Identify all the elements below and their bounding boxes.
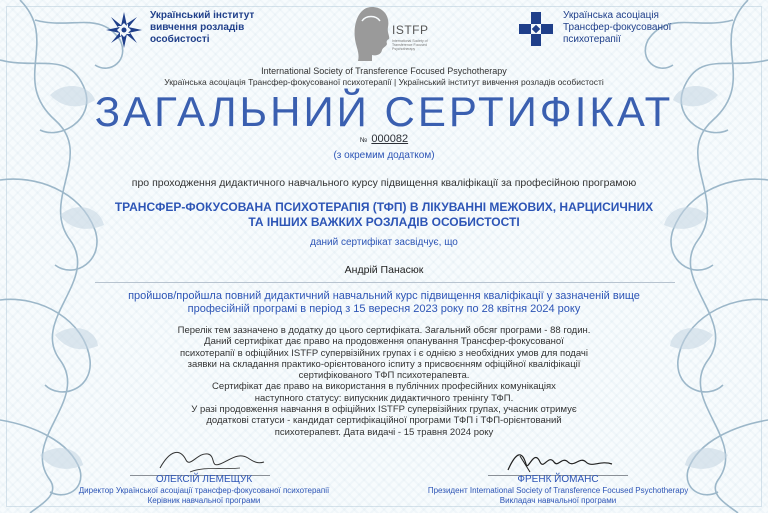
details-paragraph: Перелік тем зазначено в додатку до цього сертифіката. Загальний обсяг програми - 88 годин. Даний сертифікат дає право на продовження опанування Трансфер-фокусованої психотерапії в офіційних ISTFP супервізійних групах і є однією з необхідних умов для подачі заявки на складання практико-орієнтованого іспиту з присвоєнням офіційної кваліфікації сертифікованого ТФП психотерапевта. Сертифікат дає право на використання в публічних професійних комунікаціях наступного статусу: випускник дидактичного тренінгу ТФП. У разі продовження навчання в офіційних ISTFP супервізійних групах, учасник отримує додаткові статуси - кандидат сертифікаційної програми ТФП і ТФП-орієнтований психотерапевт. Дата видачі - 15 травня 2024 року <box>177 325 591 438</box>
addendum-note: (з окремим додатком) <box>333 150 435 161</box>
certificate-title: ЗАГАЛЬНИЙ СЕРТИФІКАТ <box>94 88 674 135</box>
signatory-left-name: ОЛЕКСІЙ ЛЕМЕЩУК <box>155 474 253 485</box>
purpose-line: про проходження дидактичного навчального курсу підвищення кваліфікації за професійною програмою <box>131 177 637 189</box>
association-line: Українська асоціація Трансфер-фокусованої психотерапії | Український інститут вивчення розладів особистості <box>164 77 604 87</box>
signatory-left-role: Директор Української асоціації трансфер-фокусованої психотерапії Керівник навчальної програми <box>78 486 330 505</box>
recipient-name: Андрій Панасюк <box>344 264 424 276</box>
number-prefix: № <box>359 137 368 144</box>
certificate-number <box>0 133 768 145</box>
istfp-wordmark: ISTFP <box>392 23 429 37</box>
signatory-right-name: ФРЕНК ЙОМАНС <box>517 474 599 485</box>
signature-left <box>150 442 270 478</box>
cross-square-icon <box>517 10 555 48</box>
certifies-line: даний сертифікат засвідчує, що <box>310 237 458 248</box>
society-name: International Society of Transference Focused Psychotherapy <box>261 66 507 76</box>
association-name: Українська асоціація Трансфер-фокусованої психотерапії <box>563 10 672 45</box>
course-title: ТРАНСФЕР-ФОКУСОВАНА ПСИХОТЕРАПІЯ (ТФП) В ЛІКУВАННІ МЕЖОВИХ, НАРЦИСИЧНИХ ТА ІНШИХ ВАЖКИХ РОЗЛАДІВ ОСОБИСТОСТІ <box>114 200 654 229</box>
institute-logo <box>104 10 254 50</box>
association-logo <box>517 10 671 48</box>
signatory-right-role: Президент International Society of Transference Focused Psychotherapy Викладач навчальної програми <box>427 486 689 505</box>
istfp-logo <box>350 3 430 63</box>
completion-statement: пройшов/пройшла повний дидактичний навчальний курс підвищення кваліфікації у зазначеній вище професійній програмі в період з 15 вересня 2023 року по 28 квітня 2024 року <box>128 290 640 315</box>
star-burst-icon <box>104 10 144 50</box>
signature-right <box>500 442 620 478</box>
recipient-underline <box>95 282 675 283</box>
institute-name: Український інститут вивчення розладів особистості <box>150 10 255 45</box>
istfp-fine-print: International Society of Transference Focused Psychotherapy <box>392 39 428 51</box>
number-value: 000082 <box>371 133 409 145</box>
head-profile-icon <box>350 3 394 63</box>
